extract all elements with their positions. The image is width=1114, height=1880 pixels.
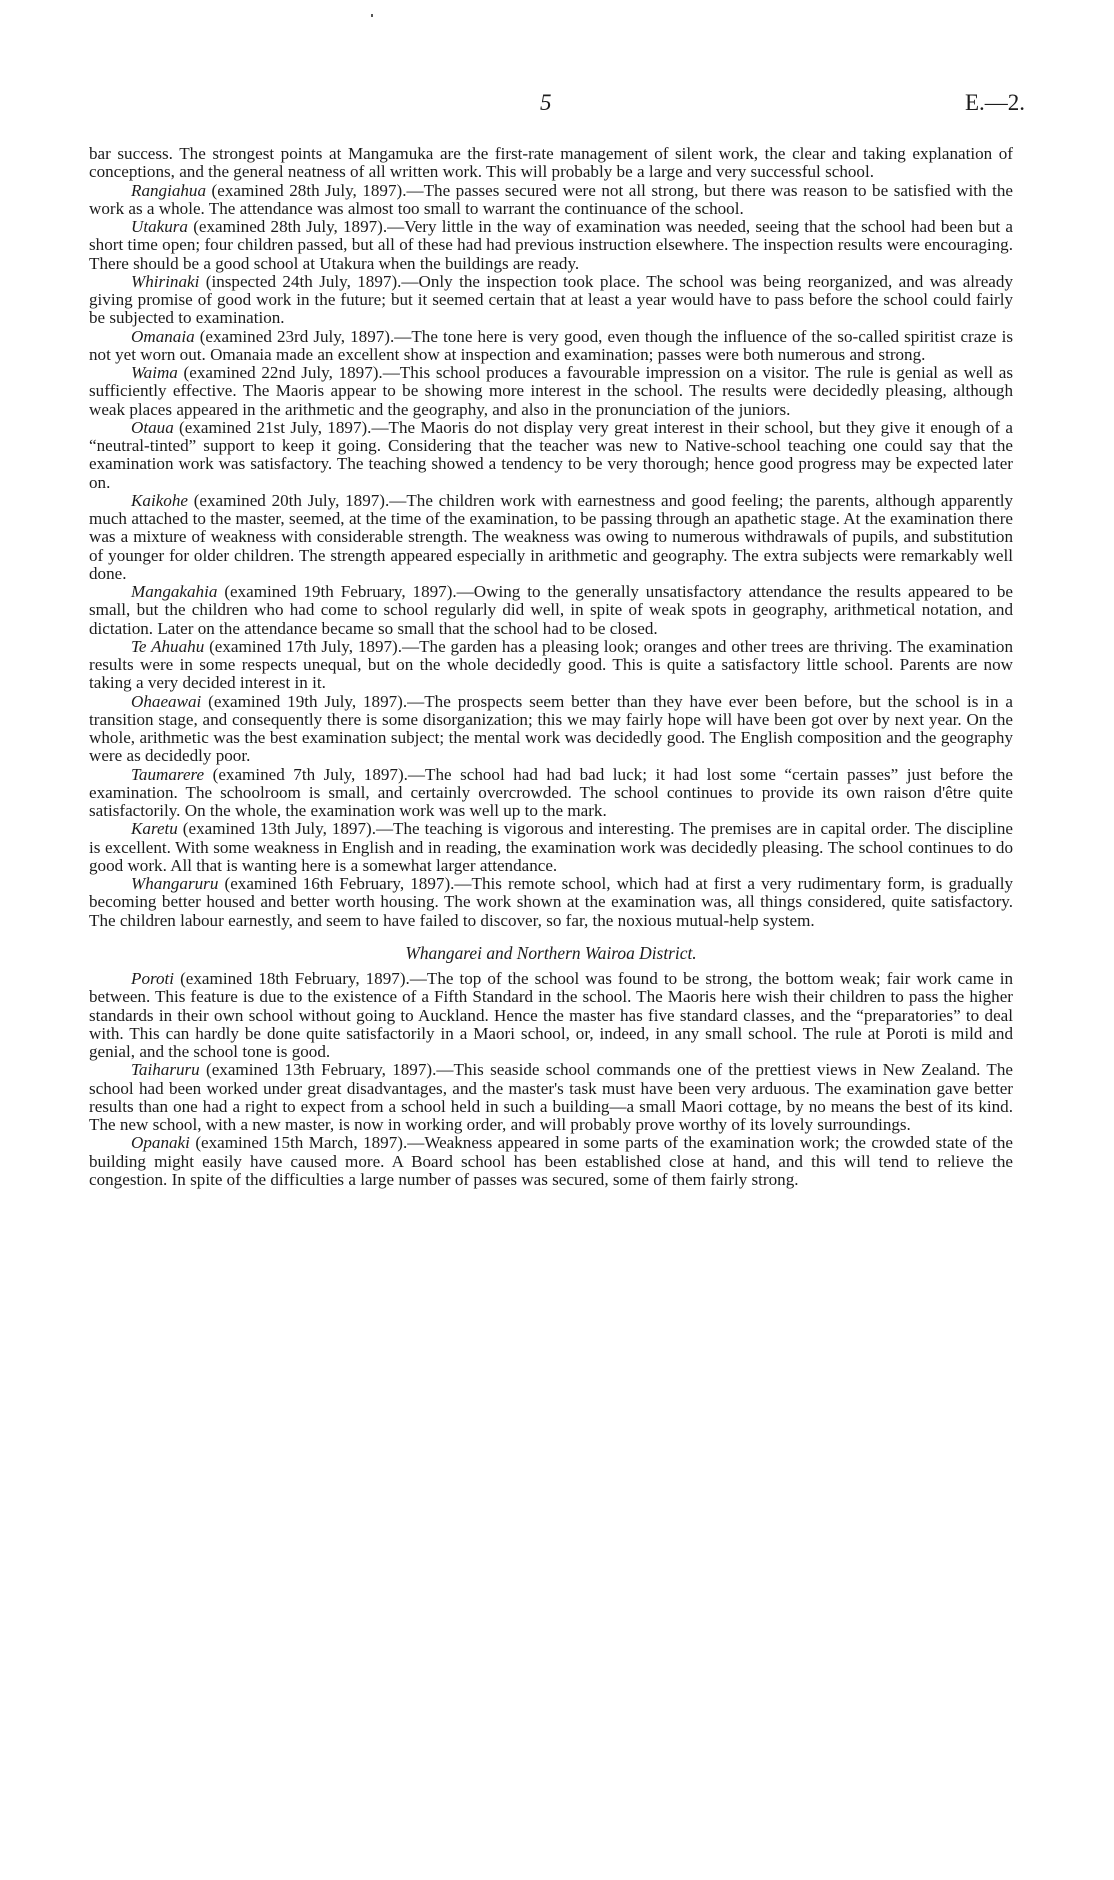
school-name: Poroti [131, 969, 175, 988]
paragraph-text: (examined 15th March, 1897).—Weakness appeared in some parts of the examination work; the crowded state of the building might easily have caused more. A Board school has been established close at hand, and this will tend to relieve the congestion. In spite of the difficulties a large number of passes was secured, some of them fairly strong. [89, 1133, 1013, 1189]
school-name: Opanaki [131, 1133, 190, 1153]
school-report-paragraph [89, 364, 1013, 419]
school-report-paragraph [89, 273, 1013, 328]
paragraph-text: (examined 18th February, 1897).—The top of the school was found to be strong, the bottom weak; fair work came in between. This feature is due to the existence of a Fifth Standard in the school. The Maoris here wish their children to pass the higher standards in their own school without going to Auckland. Hence the master has five standard classes, and the “preparatories” to deal with. This can hardly be done quite satisfactorily in a Maori school, or, indeed, in any small school. The rule at Poroti is mild and genial, and the school tone is good. [89, 969, 1013, 1061]
school-report-paragraph [89, 820, 1013, 875]
school-name: Whirinaki [131, 271, 200, 291]
paragraph-text: (examined 19th July, 1897).—The prospects seem better than they have ever been before, but the school is in a transition stage, and consequently there is some disorganization; this we may fairly hope will have been got over by next year. On the whole, arithmetic was the best examination subject; the mental work was decidedly good. The English composition and the geography were as decidedly poor. [89, 691, 1013, 766]
body-text [89, 145, 1013, 1189]
paragraph-text: (examined 22nd July, 1897).—This school produces a favourable impression on a visitor. The rule is genial as well as sufficiently effective. The Maoris appear to be showing more interest in the school. The results were decidedly pleasing, although weak places appeared in the arithmetic and the geography, and also in the pronunciation of the juniors. [89, 363, 1013, 419]
school-name: Te Ahuahu [131, 636, 205, 656]
school-report-paragraph [89, 1134, 1013, 1189]
school-report-paragraph [89, 419, 1013, 492]
school-name: Whangaruru [131, 874, 219, 893]
paragraph-text: (examined 23rd July, 1897).—The tone here is very good, even though the influence of the so-called spiritist craze is not yet worn out. Omanaia made an excellent show at inspection and examination; passes were both numerous and strong. [89, 326, 1013, 364]
scan-mark [371, 14, 373, 17]
paragraph-text: (examined 13th February, 1897).—This seaside school commands one of the prettiest views in New Zealand. The school had been worked under great disadvantages, and the master's task must have been very arduous. The examination gave better results than one had a right to expect from a school held in such a building—a small Maori cottage, by no means the best of its kind. The new school, with a new master, is now in working order, and will probably prove worthy of its lovely surroundings. [89, 1060, 1013, 1134]
school-report-paragraph [89, 970, 1013, 1061]
school-name: Taiharuru [131, 1060, 200, 1080]
paragraph-text: bar success. The strongest points at Mangamuka are the first-rate management of silent work, the clear and taking explanation of conceptions, and the general neatness of all written work. This will probably be a large and very successful school. [89, 144, 1013, 182]
school-name: Rangiahua [131, 180, 207, 200]
school-report-paragraph [89, 145, 1013, 182]
school-name: Ohaeawai [131, 691, 202, 711]
school-report-paragraph [89, 182, 1013, 219]
paragraph-text: (examined 16th February, 1897).—This remote school, which had at first a very rudimentary form, is gradually becoming better housed and better worth housing. The work shown at the examination was, all things considered, quite satisfactory. The children labour earnestly, and seem to have failed to discover, so far, the noxious mutual-help system. [89, 874, 1013, 930]
paragraph-group-after [89, 970, 1013, 1189]
section-heading: Whangarei and Northern Wairoa District. [405, 942, 697, 963]
school-name: Waima [131, 363, 178, 382]
school-name: Mangakahia [131, 582, 218, 601]
school-report-paragraph [89, 1061, 1013, 1134]
school-name: Omanaia [131, 326, 195, 346]
page-number: 5 [540, 90, 552, 115]
paragraph-text: (examined 13th July, 1897).—The teaching is vigorous and interesting. The premises are in capital order. The discipline is excellent. With some weakness in English and in reading, the examination work was decidedly pleasing. The school continues to do good work. All that is wanting here is a somewhat larger attendance. [89, 819, 1013, 875]
school-report-paragraph [89, 328, 1013, 365]
school-report-paragraph [89, 693, 1013, 766]
paragraph-text: (inspected 24th July, 1897).—Only the inspection took place. The school was being reorganized, and was already giving promise of good work in the future; but it seemed certain that at least a year would have to pass before the school could fairly be subjected to examination. [89, 271, 1013, 328]
school-name: Utakura [131, 217, 188, 236]
school-name: Taumarere [131, 764, 205, 784]
school-report-paragraph [89, 638, 1013, 693]
school-name: Kaikohe [131, 490, 188, 510]
school-report-paragraph [89, 218, 1013, 273]
paragraph-text: (examined 7th July, 1897).—The school had had bad luck; it had lost some “certain passes” just before the examination. The schoolroom is small, and certainly overcrowded. The school continues to provide its own raison d'être quite satisfactorily. On the whole, the examination work was well up to the mark. [89, 764, 1013, 820]
school-report-paragraph [89, 583, 1013, 638]
school-name: Karetu [131, 819, 178, 839]
paragraph-group-before [89, 145, 1013, 930]
paragraph-text: (examined 28th July, 1897).—Very little in the way of examination was needed, seeing that the school had been but a short time open; four children passed, but all of these had had previous instruction elsewhere. The inspection results were encouraging. There should be a good school at Utakura when the buildings are ready. [89, 217, 1013, 273]
document-code: E.—2. [965, 90, 1026, 115]
paragraph-text: (examined 28th July, 1897).—The passes secured were not all strong, but there was reason to be satisfied with the work as a whole. The attendance was almost too small to warrant the continuance of the school. [89, 180, 1013, 218]
paragraph-text: (examined 21st July, 1897).—The Maoris do not display very great interest in their school, but they give it enough of a “neutral-tinted” support to keep it going. Considering that the teacher was new to Native-school teaching one could say that the examination work was satisfactory. The teaching showed a tendency to be very thorough; hence good progress may be expected later on. [89, 417, 1013, 492]
school-name: Otaua [131, 417, 174, 437]
paragraph-text: (examined 19th February, 1897).—Owing to the generally unsatisfactory attendance the results appeared to be small, but the children who had come to school regularly did well, in spite of weak spots in geography, arithmetical notation, and dictation. Later on the attendance became so small that the school had to be closed. [89, 582, 1013, 638]
school-report-paragraph [89, 875, 1013, 930]
paragraph-text: (examined 17th July, 1897).—The garden has a pleasing look; oranges and other trees are thriving. The examination results were in some respects unequal, but on the whole decidedly good. This is quite a satisfactory little school. Parents are now taking a very decided interest in it. [89, 636, 1013, 693]
school-report-paragraph [89, 492, 1013, 583]
paragraph-text: (examined 20th July, 1897).—The children work with earnestness and good feeling; the parents, although apparently much attached to the master, seemed, at the time of the examination, to be passing through an apathetic stage. At the examination there was a mixture of weakness with considerable strength. The weakness was owing to numerous withdrawals of pupils, and substitution of younger for older children. The strength appeared especially in arithmetic and geography. The extra subjects were remarkably well done. [89, 490, 1013, 583]
school-report-paragraph [89, 766, 1013, 821]
